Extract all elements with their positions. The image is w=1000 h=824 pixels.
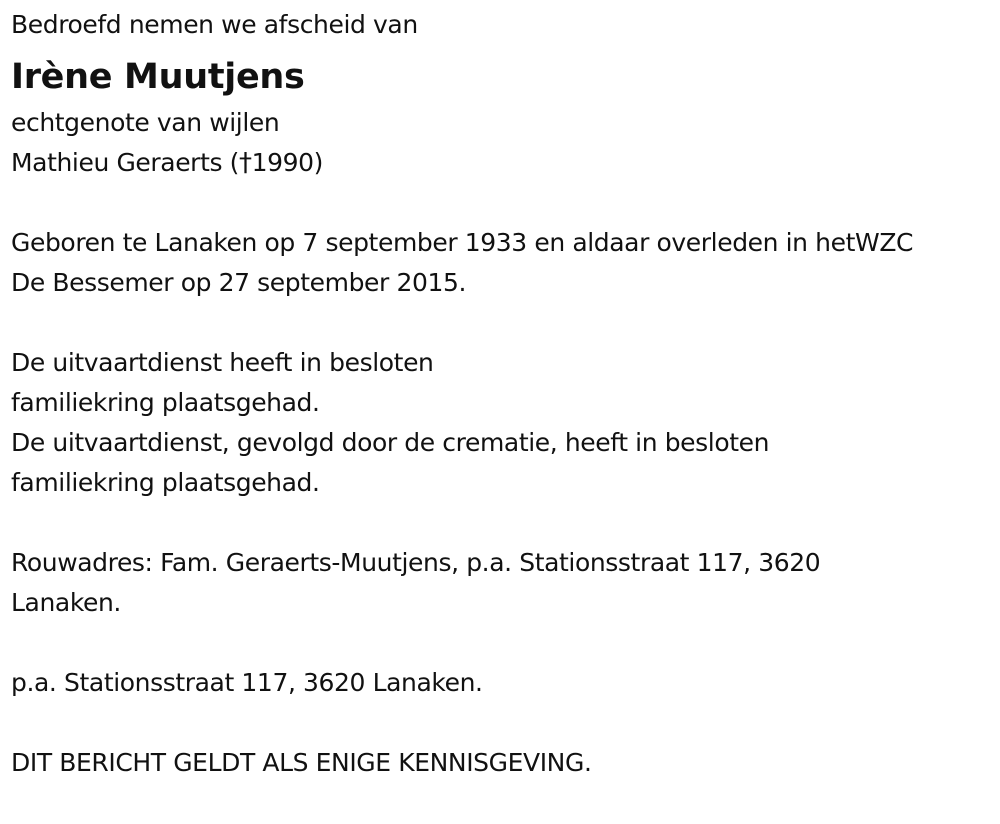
cross-icon: † [239, 148, 252, 178]
spacer [11, 503, 996, 543]
postal-address: p.a. Stationsstraat 117, 3620 Lanaken. [11, 668, 483, 697]
spouse-name-line [11, 143, 996, 183]
spacer [11, 303, 996, 343]
service-line-2: familiekring plaatsgehad. [11, 388, 320, 417]
deceased-name: Irène Muutjens [11, 57, 305, 97]
birth-death-line-1: Geboren te Lanaken op 7 september 1933 en aldaar overleden in hetWZC [11, 228, 914, 257]
mourning-address-line-2: Lanaken. [11, 588, 121, 617]
spacer [11, 623, 996, 663]
service-line-3: De uitvaartdienst, gevolgd door de crematie, heeft in besloten [11, 428, 770, 457]
intro-text: Bedroefd nemen we afscheid van [11, 10, 418, 39]
mourning-address-line-1: Rouwadres: Fam. Geraerts-Muutjens, p.a. Stationsstraat 117, 3620 [11, 548, 821, 577]
spouse-year: 1990) [251, 148, 323, 177]
spacer [11, 703, 996, 743]
spouse-name: Mathieu Geraerts ( [11, 148, 239, 177]
service-line-4: familiekring plaatsgehad. [11, 468, 320, 497]
spouse-line: echtgenote van wijlen [11, 108, 280, 137]
service-line-1: De uitvaartdienst heeft in besloten [11, 348, 434, 377]
spacer [11, 183, 996, 223]
obituary-notice [11, 0, 996, 783]
notice-footer: DIT BERICHT GELDT ALS ENIGE KENNISGEVING. [11, 748, 592, 777]
birth-death-line-2: De Bessemer op 27 september 2015. [11, 268, 467, 297]
